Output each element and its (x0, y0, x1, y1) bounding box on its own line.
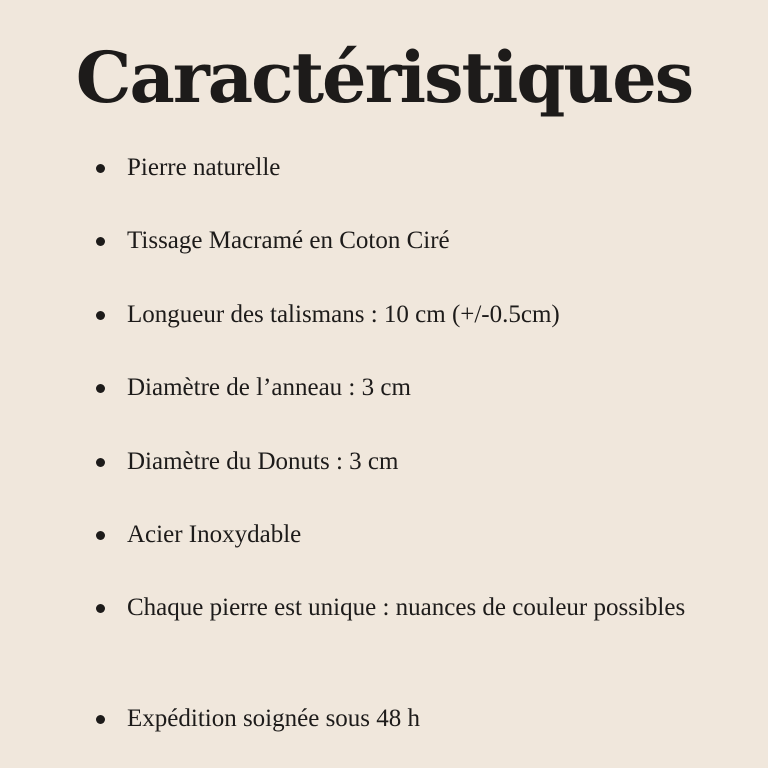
bullet-icon (96, 237, 105, 246)
feature-item-shipping (127, 701, 687, 737)
feature-text: Longueur des talismans : 10 cm (+/-0.5cm) (127, 301, 560, 328)
feature-item-unique-stone (127, 590, 687, 626)
feature-item-donut-diameter (127, 444, 687, 480)
feature-text: Pierre naturelle (127, 154, 281, 181)
feature-text: Expédition soignée sous 48 h (127, 705, 421, 732)
feature-item-ring-diameter (127, 370, 687, 406)
page-title: Caractéristiques (75, 36, 693, 119)
bullet-icon (96, 531, 105, 540)
feature-item-stainless-steel (127, 517, 687, 553)
bullet-icon (96, 715, 105, 724)
feature-item-macrame (127, 223, 687, 259)
feature-text: Diamètre de l’anneau : 3 cm (127, 374, 411, 401)
feature-item-natural-stone (127, 150, 687, 186)
bullet-icon (96, 458, 105, 467)
feature-text: Acier Inoxydable (127, 521, 302, 548)
bullet-icon (96, 604, 105, 613)
bullet-icon (96, 164, 105, 173)
bullet-icon (96, 384, 105, 393)
bullet-icon (96, 311, 105, 320)
feature-text: Diamètre du Donuts : 3 cm (127, 448, 399, 475)
feature-text: Chaque pierre est unique : nuances de couleur possibles (127, 594, 686, 621)
feature-item-length (127, 297, 687, 333)
feature-text: Tissage Macramé en Coton Ciré (127, 227, 450, 254)
